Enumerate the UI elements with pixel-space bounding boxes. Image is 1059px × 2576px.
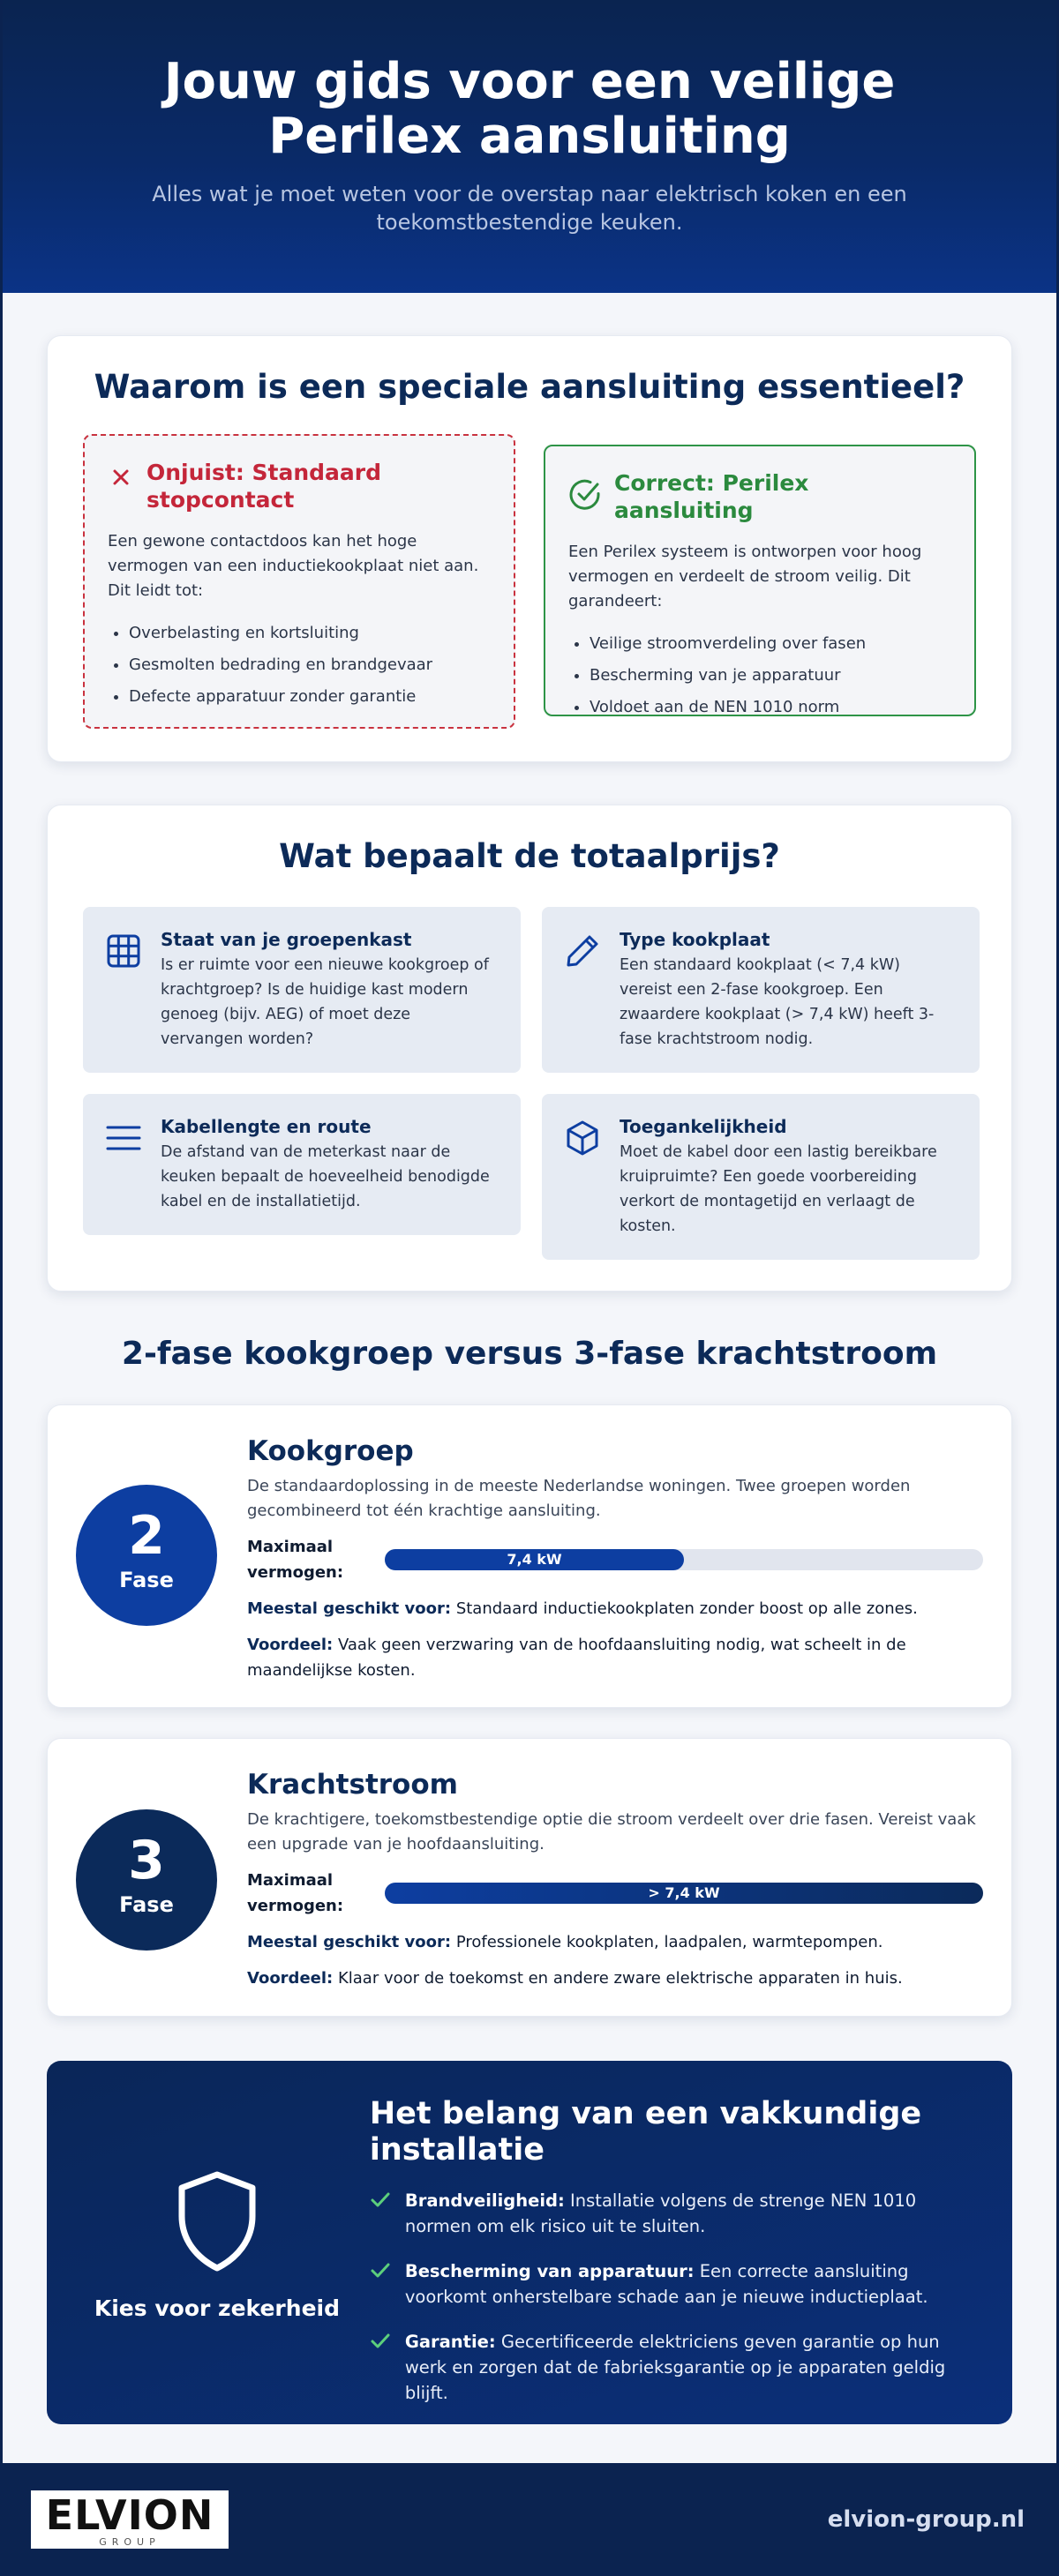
importance-item-body: Installatie volgens de strenge NEN 1010 normen om elk risico uit te sluiten. (404, 2190, 917, 2236)
website-link[interactable]: elvion-group.nl (827, 2506, 1025, 2533)
wrong-option-list (108, 618, 491, 713)
footer (3, 2463, 1056, 2576)
phase-description: De standaardoplossing in de meeste Nederlandse woningen. Twee groepen worden gecombineerd tot één krachtige aansluiting. (247, 1477, 911, 1520)
page-subtitle: Alles wat je moet weten voor de overstap naar elektrisch koken en een toekomstbestendige keuken. (152, 182, 907, 235)
right-option-text: Een Perilex systeem is ontworpen voor hoog vermogen en verdeelt de stroom veilig. Dit garandeert: (568, 543, 922, 610)
factor-tile (542, 907, 980, 1073)
phase-label: Fase (119, 1892, 174, 1917)
power-bar (385, 1883, 983, 1904)
check-circle-icon (568, 478, 602, 515)
factor-tile (83, 907, 521, 1073)
list-item: • Gesmolten bedrading en brandgevaar (129, 649, 491, 681)
page-title: Jouw gids voor een veilige Perilex aansluiting (163, 53, 896, 165)
list-item: • Overbelasting en kortsluiting (129, 618, 491, 649)
importance-item-label: Brandveiligheid: (404, 2190, 565, 2211)
factor-body (620, 1115, 955, 1242)
suited-label: Meestal geschikt voor: (247, 1933, 452, 1951)
right-option-header (568, 469, 951, 524)
menu-lines-icon (106, 1115, 141, 1217)
check-icon (370, 2188, 391, 2239)
suited-line (247, 1929, 983, 1955)
phase-name: Kookgroep (247, 1435, 414, 1467)
importance-badge-label: Kies voor zekerheid (94, 2295, 340, 2321)
importance-item-text (405, 2188, 977, 2239)
power-row (247, 1534, 983, 1585)
price-factors (83, 907, 976, 1260)
benefit-label: Voordeel: (247, 1636, 334, 1654)
phase-label: Fase (119, 1568, 174, 1592)
importance-content (370, 2096, 977, 2424)
check-icon (370, 2258, 391, 2310)
importance-item-text (405, 2258, 977, 2310)
wrong-option-title: Onjuist: Standaard stopcontact (146, 460, 382, 513)
importance-item-body: Een correcte aansluiting voorkomt onherstelbare schade aan je nieuwe inductieplaat. (404, 2261, 928, 2307)
benefit-line (247, 1632, 983, 1683)
pencil-icon (565, 928, 600, 1055)
right-option-box (544, 445, 976, 716)
factor-body (620, 928, 955, 1055)
factor-title: Toegankelijkheid (620, 1116, 787, 1137)
factor-body (161, 928, 496, 1055)
importance-title: Het belang van een vakkundige installatie (369, 2096, 922, 2168)
logo-subtitle: GROUP (99, 2536, 161, 2548)
power-bar-fill: 7,4 kW (385, 1549, 684, 1570)
importance-item (370, 2188, 977, 2239)
why-section (47, 335, 1012, 762)
factor-text: Is er ruimte voor een nieuwe kookgroep of krachtgroep? Is de huidige kast modern genoeg (bijv. AEG) of moet deze vervangen worden? (161, 956, 489, 1048)
phase-card-3 (47, 1738, 1012, 2017)
power-label: Maximaal vermogen: (247, 1538, 344, 1582)
suited-text: Professionele kookplaten, laadpalen, warmtepompen. (455, 1933, 883, 1951)
power-bar-fill: > 7,4 kW (385, 1883, 983, 1904)
importance-item (370, 2329, 977, 2406)
factor-tile (542, 1094, 980, 1260)
comparison-title: 2-fase kookgroep versus 3-fase krachtstroom (121, 1336, 938, 1372)
price-title: Wat bepaalt de totaalprijs? (279, 837, 780, 875)
list-item: • Defecte apparatuur zonder garantie (129, 681, 491, 713)
suited-line (247, 1596, 983, 1621)
suited-text: Standaard inductiekookplaten zonder boost op alle zones. (455, 1599, 918, 1618)
phase-details (247, 1432, 983, 1707)
factor-title: Type kookplaat (620, 929, 770, 950)
phase-number: 2 (128, 1505, 165, 1567)
factor-text: Moet de kabel door een lastig bereikbare kruipruimte? Een goede voorbereiding verkort de montagetijd en verlaagt de kosten. (620, 1143, 937, 1235)
wrong-option-text: Een gewone contactdoos kan het hoge vermogen van een inductiekookplaat niet aan. Dit leidt tot: (108, 532, 479, 600)
phase-badge (76, 1809, 217, 1951)
power-bar (385, 1549, 983, 1570)
wrong-option-box (83, 434, 515, 729)
benefit-line (247, 1966, 983, 1991)
logo-wordmark: ELVION (45, 2491, 214, 2539)
benefit-text: Vaak geen verzwaring van de hoofdaansluiting nodig, wat scheelt in de maandelijkse kosten. (247, 1636, 906, 1680)
benefit-label: Voordeel: (247, 1969, 334, 1988)
list-item: • Bescherming van je apparatuur (590, 660, 951, 692)
importance-item-label: Garantie: (404, 2332, 496, 2352)
elvion-logo[interactable] (31, 2490, 229, 2549)
importance-item (370, 2258, 977, 2310)
importance-badge (82, 2096, 352, 2424)
importance-item-text (405, 2329, 977, 2406)
shield-icon (175, 2259, 259, 2276)
benefit-text: Klaar voor de toekomst en andere zware elektrische apparaten in huis. (337, 1969, 903, 1988)
factor-body (161, 1115, 496, 1217)
cube-icon (565, 1115, 600, 1242)
grid-icon (106, 928, 141, 1055)
check-icon (370, 2329, 391, 2406)
phase-card-2 (47, 1404, 1012, 1708)
right-option-title: Correct: Perilex aansluiting (614, 470, 809, 523)
factor-text: Een standaard kookplaat (< 7,4 kW) vereist een 2-fase kookgroep. Een zwaardere kookplaat (> 7,4 kW) heeft 3-fase krachtstroom nodig. (620, 956, 935, 1048)
phase-badge (76, 1485, 217, 1626)
importance-item-body: Gecertificeerde elektriciens geven garantie op hun werk en zorgen dat de fabrieksgarantie op je apparaten geldig blijft. (404, 2332, 946, 2403)
x-icon (108, 459, 134, 494)
factor-tile (83, 1094, 521, 1235)
power-row (247, 1868, 983, 1919)
main-content (3, 293, 1056, 2463)
importance-section (47, 2061, 1012, 2424)
price-section (47, 805, 1012, 1292)
list-item: • Voldoet aan de NEN 1010 norm (590, 692, 951, 723)
right-option-list (568, 628, 951, 723)
phase-number: 3 (128, 1830, 165, 1891)
why-comparison (83, 434, 976, 729)
importance-item-label: Bescherming van apparatuur: (404, 2261, 695, 2281)
factor-text: De afstand van de meterkast naar de keuken bepaalt de hoeveelheid benodigde kabel en de installatietijd. (161, 1143, 490, 1210)
hero-section (3, 0, 1056, 293)
phase-description: De krachtigere, toekomstbestendige optie die stroom verdeelt over drie fasen. Vereist vaak een upgrade van je hoofdaansluiting. (247, 1810, 976, 1853)
factor-title: Kabellengte en route (161, 1116, 372, 1137)
wrong-option-header (108, 459, 491, 513)
why-title: Waarom is een speciale aansluiting essentieel? (94, 368, 965, 406)
list-item: • Veilige stroomverdeling over fasen (590, 628, 951, 660)
phase-name: Krachtstroom (247, 1769, 458, 1801)
power-label: Maximaal vermogen: (247, 1871, 344, 1915)
factor-title: Staat van je groepenkast (161, 929, 412, 950)
phase-details (247, 1765, 983, 2016)
suited-label: Meestal geschikt voor: (247, 1599, 452, 1618)
